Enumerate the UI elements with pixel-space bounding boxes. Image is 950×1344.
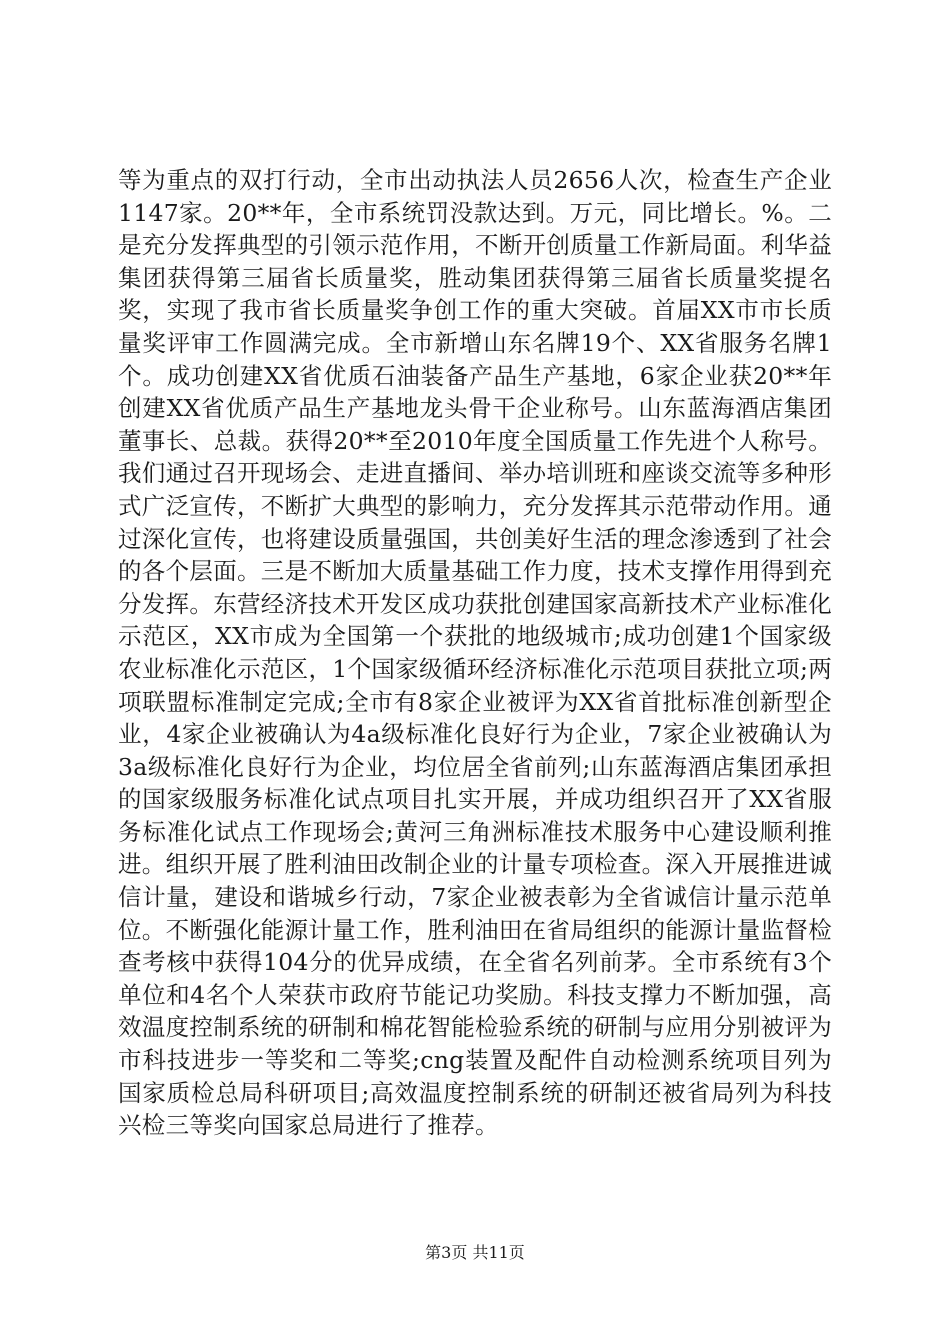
- page-footer: 第3页 共11页: [425, 1243, 525, 1262]
- body-paragraph: 等为重点的双打行动，全市出动执法人员2656人次，检查生产企业1147家。20**年，全市系统罚没款达到。万元，同比增长。%。二是充分发挥典型的引领示范作用，不断开创质量工作新局面。利华益集团获得第三届省长质量奖，胜动集团获得第三届省长质量奖提名奖，实现了我市省长质量奖争创工作的重大突破。首届XX市市长质量奖评审工作圆满完成。全市新增山东名牌19个、XX省服务名牌1个。成功创建XX省优质石油装备产品生产基地，6家企业获20**年创建XX省优质产品生产基地龙头骨干企业称号。山东蓝海酒店集团董事长、总裁。获得20**至2010年度全国质量工作先进个人称号。我们通过召开现场会、走进直播间、举办培训班和座谈交流等多种形式广泛宣传，不断扩大典型的影响力，充分发挥其示范带动作用。通过深化宣传，也将建设质量强国，共创美好生活的理念渗透到了社会的各个层面。三是不断加大质量基础工作力度，技术支撑作用得到充分发挥。东营经济技术开发区成功获批创建国家高新技术产业标准化示范区，XX市成为全国第一个获批的地级城市;成功创建1个国家级农业标准化示范区，1个国家级循环经济标准化示范项目获批立项;两项联盟标准制定完成;全市有8家企业被评为XX省首批标准创新型企业，4家企业被确认为4a级标准化良好行为企业，7家企业被确认为3a级标准化良好行为企业，均位居全省前列;山东蓝海酒店集团承担的国家级服务标准化试点项目扎实开展，并成功组织召开了XX省服务标准化试点工作现场会;黄河三角洲标准技术服务中心建设顺利推进。组织开展了胜利油田改制企业的计量专项检查。深入开展推进诚信计量，建设和谐城乡行动，7家企业被表彰为全省诚信计量示范单位。不断强化能源计量工作，胜利油田在省局组织的能源计量监督检查考核中获得104分的优异成绩，在全省名列前茅。全市系统有3个单位和4名个人荣获市政府节能记功奖励。科技支撑力不断加强，高效温度控制系统的研制和棉花智能检验系统的研制与应用分别被评为市科技进步一等奖和二等奖;cng装置及配件自动检测系统项目列为国家质检总局科研项目;高效温度控制系统的研制还被省局列为科技兴检三等奖向国家总局进行了推荐。: [118, 166, 832, 1140]
